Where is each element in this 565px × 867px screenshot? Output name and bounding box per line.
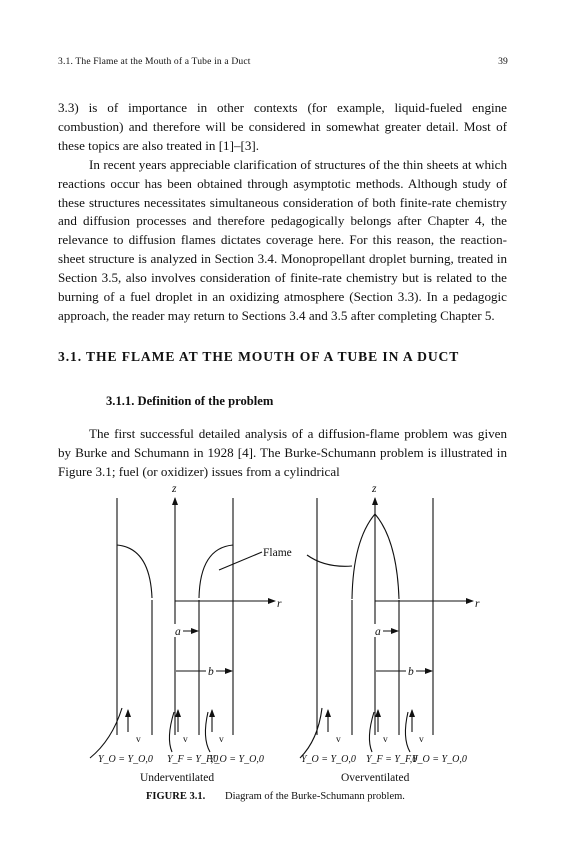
- paragraph-2: In recent years appreciable clarification of structures of the thin sheets at which reactions occur has been obtained through asymptotic methods. Although study of these structures necessitates simultaneous consideration of both finite-rate chemistry and diffusion processes and therefore pedagogically belongs after Chapter 4, the relevance to diffusion flames dictates coverage here. For this reason, the reaction-sheet structure is analyzed in Section 3.4. Monopropellant droplet burning, treated in Section 3.5, also involves consideration of finite-rate chemistry but is related to the burning of a fuel droplet in an oxidizing atmosphere (Section 3.3). In a pedagogic approach, the reader may return to Sections 3.4 and 3.5 after completing Chapter 5.: [58, 156, 507, 323]
- flame-pointer-left: [219, 552, 262, 570]
- left-v-label-2: v: [183, 735, 188, 745]
- left-z-label: z: [172, 483, 177, 495]
- figure-caption-label: FIGURE 3.1.: [146, 791, 206, 802]
- right-caption: Overventilated: [341, 772, 410, 784]
- page-number: 39: [498, 56, 508, 67]
- paragraph-1: 3.3) is of importance in other contexts (for example, liquid-fueled engine combustion) and therefore will be considered in somewhat greater detail. Most of these topics are also treated in [1]–[3].: [58, 100, 507, 153]
- right-v-label-2: v: [383, 735, 388, 745]
- right-leader-right: [405, 712, 410, 752]
- right-v-label-3: v: [419, 735, 424, 745]
- left-caption: Underventilated: [140, 772, 215, 784]
- right-a-label: a: [375, 626, 381, 638]
- right-v-label-1: v: [336, 735, 341, 745]
- right-r-label: r: [475, 598, 480, 610]
- left-a-label: a: [175, 626, 181, 638]
- left-leader-right: [205, 712, 210, 752]
- flame-label: Flame: [263, 547, 292, 559]
- left-species-label-2: Y_F = Y_F,0: [167, 754, 219, 765]
- left-flame-curve-left: [117, 545, 152, 598]
- left-r-label: r: [277, 598, 282, 610]
- left-v-label-3: v: [219, 735, 224, 745]
- right-b-label: b: [408, 666, 414, 678]
- flame-pointer-right: [307, 555, 352, 566]
- left-species-label-3: Y_O = Y_O,0: [209, 754, 264, 765]
- running-title: 3.1. The Flame at the Mouth of a Tube in a Duct: [58, 56, 251, 67]
- left-b-label: b: [208, 666, 214, 678]
- right-z-label: z: [372, 483, 377, 495]
- right-species-label-3: Y_O = Y_O,0: [412, 754, 467, 765]
- left-leader-center: [169, 712, 174, 752]
- subsection-heading: 3.1.1. Definition of the problem: [106, 394, 274, 408]
- left-species-label-1: Y_O = Y_O,0: [98, 754, 153, 765]
- right-leader-left: [300, 708, 322, 758]
- left-v-label-1: v: [136, 735, 141, 745]
- paragraph-3: The first successful detailed analysis of a diffusion-flame problem was given by Burke and Schumann in 1928 [4]. The Burke-Schumann problem is illustrated in Figure 3.1; fuel (or oxidizer) issues from a cylindrical: [58, 426, 507, 479]
- right-species-label-1: Y_O = Y_O,0: [301, 754, 356, 765]
- right-leader-center: [369, 712, 374, 752]
- right-species-label-2: Y_F = Y_F,0: [366, 754, 418, 765]
- figure-caption-text: Diagram of the Burke-Schumann problem.: [225, 791, 405, 802]
- section-heading: 3.1. THE FLAME AT THE MOUTH OF A TUBE IN A DUCT: [58, 349, 460, 364]
- left-flame-curve-right: [199, 545, 233, 598]
